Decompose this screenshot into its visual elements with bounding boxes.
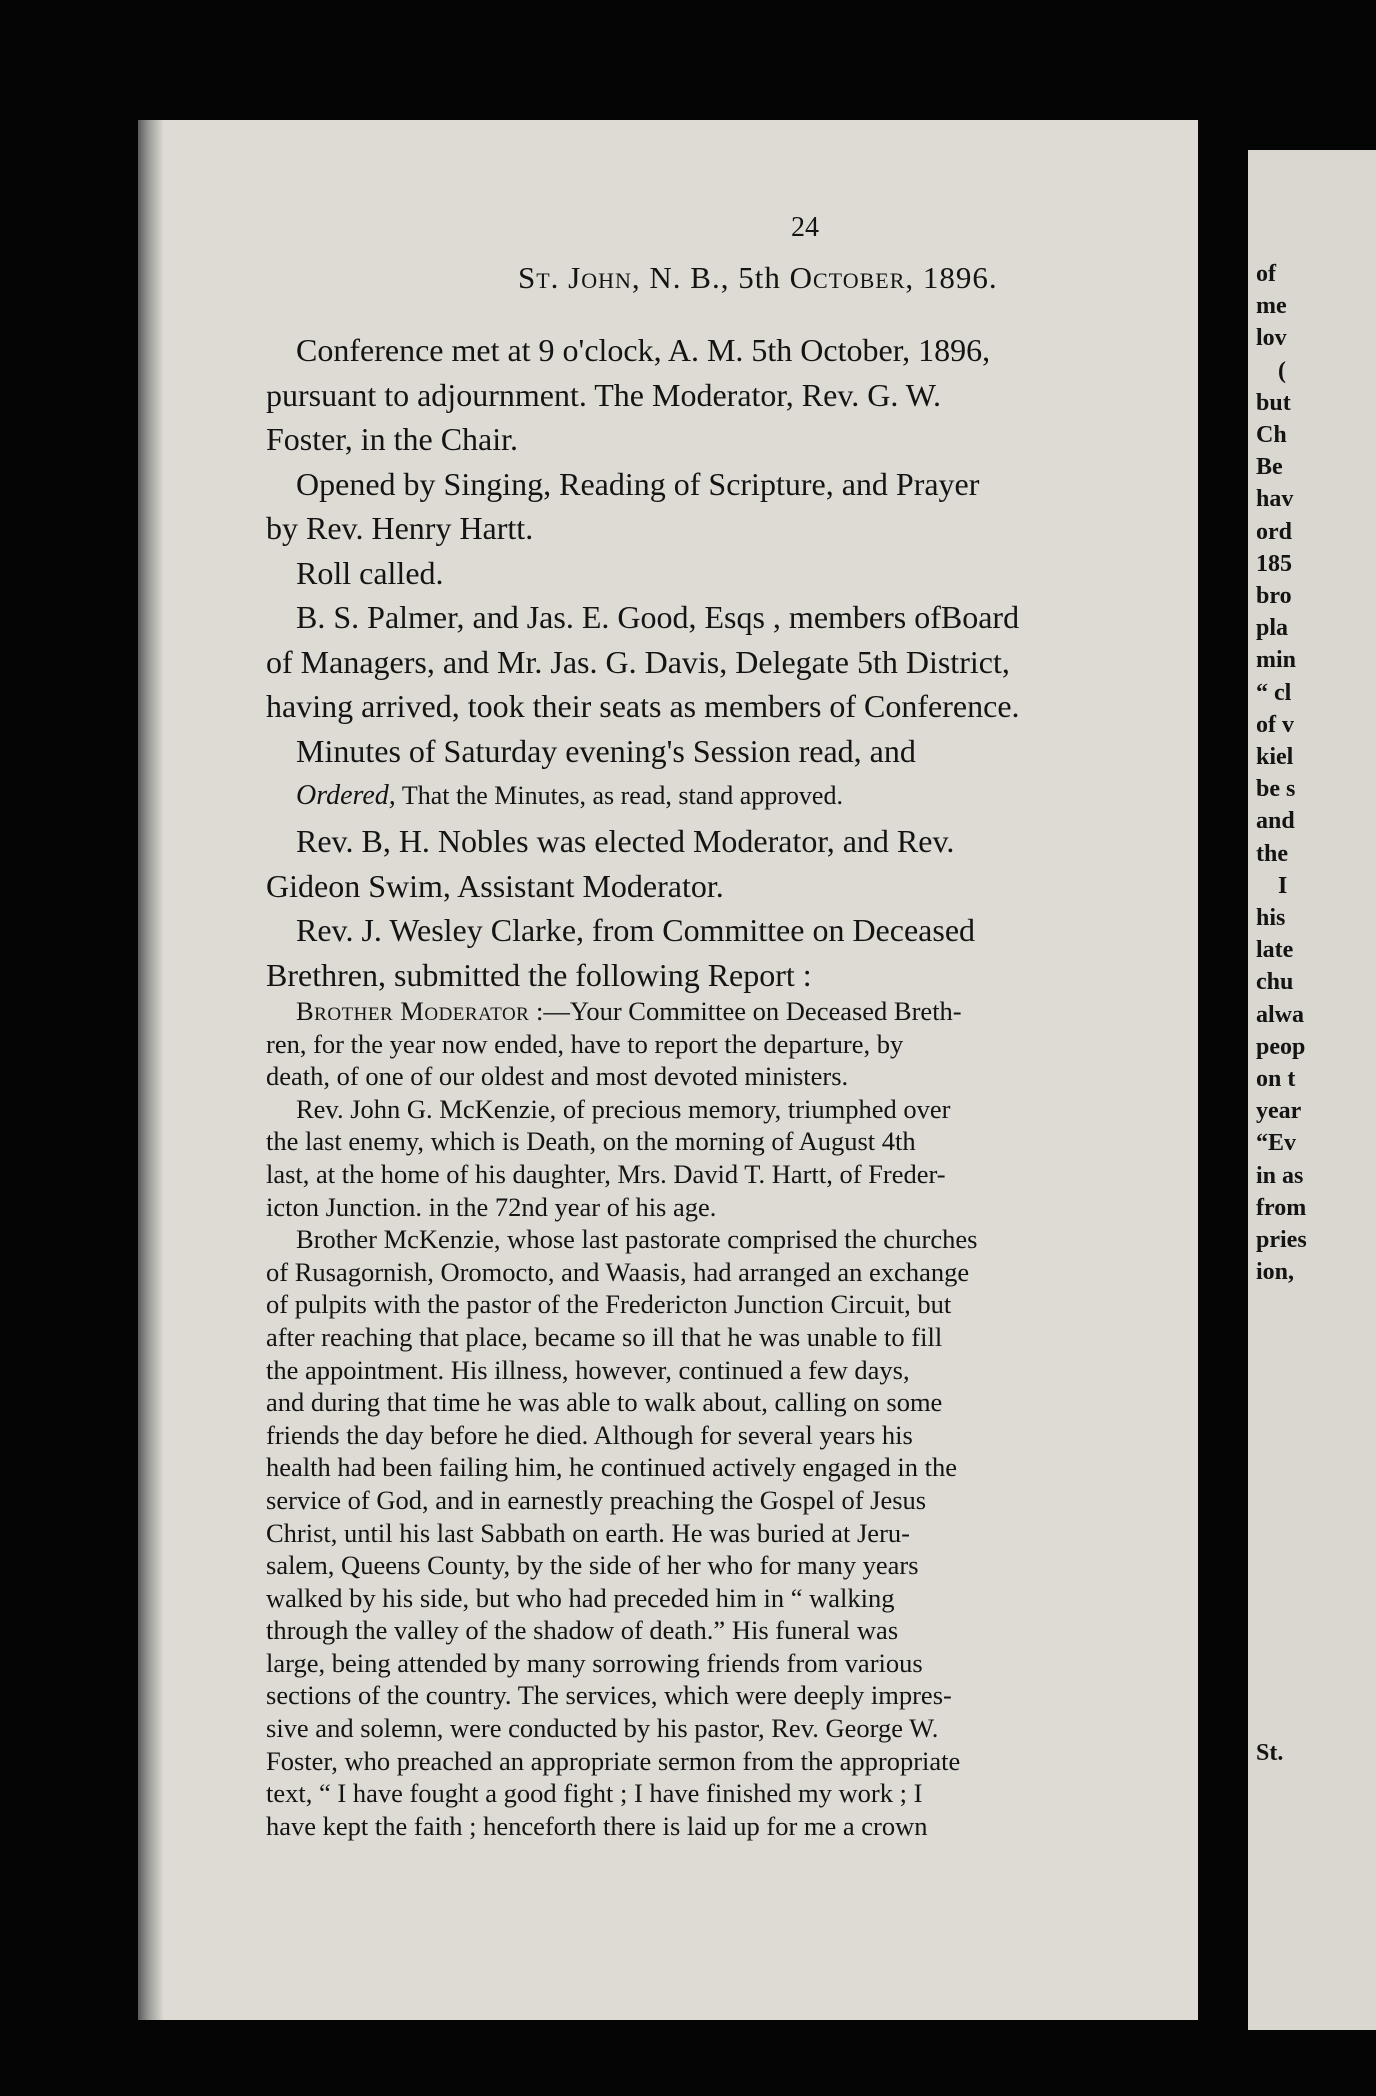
text-line: have kept the faith ; henceforth there is laid up for me a crown [266, 1810, 928, 1841]
report-opening-text: :—Your Committee on Deceased Breth- [529, 996, 962, 1026]
text-line: Conference met at 9 o'clock, A. M. 5th October, 1896, [296, 332, 991, 368]
text-line: ren, for the year now ended, have to report the departure, by [266, 1028, 904, 1059]
text-line: service of God, and in earnestly preaching the Gospel of Jesus [266, 1484, 927, 1515]
text-line: health had been failing him, he continued actively engaged in the [266, 1452, 957, 1483]
left-page [138, 120, 1198, 2020]
report-salutation: Brother Moderator [296, 996, 530, 1026]
page-heading [518, 260, 998, 296]
right-page-fragment [1248, 150, 1376, 2030]
fragment-line: 185 [1256, 550, 1292, 577]
fragment-line: bro [1256, 583, 1292, 610]
text-line: walked by his side, but who had preceded him in “ walking [266, 1582, 895, 1613]
text-line: through the valley of the shadow of death.” His funeral was [266, 1615, 899, 1646]
fragment-line: and [1256, 808, 1295, 835]
heading-rest: , N. B., 5th [631, 260, 790, 295]
ordered-label: Ordered, [296, 780, 396, 811]
fragment-line: late [1256, 937, 1294, 964]
text-line: the last enemy, which is Death, on the morning of August 4th [266, 1126, 916, 1157]
text-line: by Rev. Henry Hartt. [266, 510, 534, 546]
text-line: of Rusagornish, Oromocto, and Waasis, had arranged an exchange [266, 1256, 970, 1287]
fragment-line: ( [1278, 357, 1286, 384]
fragment-line: of v [1256, 711, 1294, 738]
fragment-line: pla [1256, 615, 1289, 642]
right-page-footer: St. [1256, 1740, 1284, 1766]
text-line: text, “ I have fought a good fight ; I have finished my work ; I [266, 1778, 923, 1809]
text-line: Rev. J. Wesley Clarke, from Committee on Deceased [296, 912, 976, 948]
right-page-text [1256, 258, 1307, 1289]
ordered-line [266, 773, 1096, 819]
report-text [266, 995, 1096, 1842]
text-line: Rev. John G. McKenzie, of precious memory, triumphed over [296, 1093, 951, 1124]
fragment-line: ion, [1256, 1259, 1295, 1286]
fragment-line: pries [1256, 1227, 1307, 1254]
fragment-line: his [1256, 905, 1286, 932]
text-line: sections of the country. The services, which were deeply impres- [266, 1680, 952, 1711]
fragment-line: min [1256, 647, 1297, 674]
text-line: and during that time he was able to walk about, calling on some [266, 1387, 943, 1418]
fragment-line: ord [1256, 518, 1292, 545]
heading-month: October [789, 260, 906, 295]
fragment-line: in as [1256, 1162, 1304, 1189]
text-line: Brother McKenzie, whose last pastorate comprised the churches [296, 1224, 978, 1255]
text-line: Christ, until his last Sabbath on earth. He was buried at Jeru- [266, 1517, 910, 1548]
fragment-line: Be [1256, 454, 1283, 481]
text-line: icton Junction. in the 72nd year of his age. [266, 1191, 717, 1222]
text-line: Brethren, submitted the following Report : [266, 956, 812, 993]
fragment-line: year [1256, 1098, 1302, 1125]
text-line: after reaching that place, became so ill that he was unable to fill [266, 1321, 943, 1352]
fragment-line: chu [1256, 969, 1294, 996]
text-line: sive and solemn, were conducted by his pastor, Rev. George W. [266, 1713, 939, 1744]
text-line: pursuant to adjournment. The Moderator, Rev. G. W. [266, 376, 942, 413]
text-line: last, at the home of his daughter, Mrs. David T. Hartt, of Freder- [266, 1158, 946, 1189]
text-line: Foster, who preached an appropriate sermon from the appropriate [266, 1745, 961, 1776]
fragment-line: on t [1256, 1066, 1296, 1093]
fragment-line: the [1256, 840, 1288, 867]
text-line: friends the day before he died. Although for several years his [266, 1419, 913, 1450]
heading-year: , 1896. [905, 260, 998, 295]
fragment-line: hav [1256, 486, 1294, 513]
text-line: Foster, in the Chair. [266, 421, 519, 457]
text-line: large, being attended by many sorrowing friends from various [266, 1647, 923, 1678]
fragment-line: kiel [1256, 744, 1294, 771]
fragment-line: “Ev [1256, 1130, 1297, 1157]
text-line: of pulpits with the pastor of the Fredericton Junction Circuit, but [266, 1289, 952, 1320]
fragment-line: “ cl [1256, 679, 1292, 706]
text-line: B. S. Palmer, and Jas. E. Good, Esqs , members ofBoard [296, 599, 1020, 635]
text-line: Opened by Singing, Reading of Scripture, and Prayer [296, 465, 980, 502]
fragment-line: alwa [1256, 1001, 1304, 1028]
text-line: Roll called. [296, 554, 444, 591]
fragment-line: me [1256, 293, 1287, 320]
page-number: 24 [791, 212, 819, 243]
fragment-line: I [1278, 872, 1288, 899]
fragment-line: Ch [1256, 422, 1287, 449]
text-line: Rev. B, H. Nobles was elected Moderator, and Rev. [296, 823, 955, 859]
minutes-text [266, 328, 1096, 997]
fragment-line: peop [1256, 1033, 1306, 1060]
text-line: death, of one of our oldest and most devoted ministers. [266, 1061, 849, 1092]
heading-place: St. John [518, 260, 632, 295]
text-line: the appointment. His illness, however, continued a few days, [266, 1354, 910, 1385]
fragment-line: lov [1256, 325, 1287, 352]
text-line: Minutes of Saturday evening's Session read, and [296, 732, 916, 769]
fragment-line: from [1256, 1194, 1307, 1221]
text-line: of Managers, and Mr. Jas. G. Davis, Delegate 5th District, [266, 643, 1010, 680]
report-opening [266, 995, 1096, 1028]
gutter-shadow [138, 120, 164, 2020]
fragment-line: be s [1256, 776, 1296, 803]
fragment-line: of [1256, 261, 1276, 287]
ordered-text: That the Minutes, as read, stand approved. [395, 781, 843, 810]
text-line: salem, Queens County, by the side of her who for many years [266, 1550, 919, 1581]
text-line: having arrived, took their seats as members of Conference. [266, 688, 1020, 724]
text-line: Gideon Swim, Assistant Moderator. [266, 867, 724, 904]
fragment-line: but [1256, 389, 1291, 416]
